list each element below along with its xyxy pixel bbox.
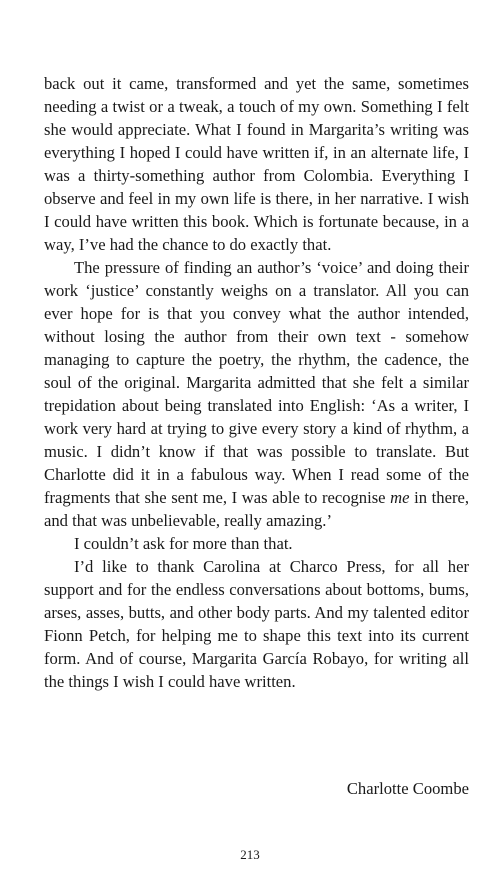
paragraph-2-text-a: The pressure of finding an author’s ‘voice’ and doing their work ‘justice’ constantly weighs on a translator. All you can ever hope for is that you convey what the author intended, without losing the author from their own text - somehow managing to capture the poetry, the rhythm, the cadence, the soul of the original. Margarita admitted that she felt a similar trepidation about being translated into English: ‘As a writer, I work very hard at trying to give every story a kind of rhythm, a music. I didn’t know if that was possible to translate. But Charlotte did it in a fabulous way. When I read some of the fragments that she sent me, I was able to recognise <box>44 258 469 507</box>
page-number: 213 <box>240 847 260 862</box>
paragraph-1: back out it came, transformed and yet the same, sometimes needing a twist or a tweak, a touch of my own. Something I felt she would appreciate. What I found in Margarita’s writing was everything I hoped I could have written if, in an alternate life, I was a thirty-something author from Colombia. Everything I observe and feel in my own life is there, in her narrative. I wish I could have written this book. Which is fortunate because, in a way, I’ve had the chance to do exactly that. <box>44 74 469 254</box>
paragraph-2 <box>44 256 469 532</box>
paragraph-2-text-b: in there, and that was unbelievable, really amazing.’ <box>44 488 469 530</box>
paragraph-2-emphasis: me <box>390 488 410 507</box>
paragraph-3: I couldn’t ask for more than that. <box>74 534 293 553</box>
paragraph-4: I’d like to thank Carolina at Charco Press, for all her support and for the endless conversations about bottoms, bums, arses, asses, butts, and other body parts. And my talented editor Fionn Petch, for helping me to shape this text into its current form. And of course, Margarita García Robayo, for writing all the things I wish I could have written. <box>44 557 469 691</box>
author-signature: Charlotte Coombe <box>346 779 469 798</box>
page-body <box>44 72 469 693</box>
